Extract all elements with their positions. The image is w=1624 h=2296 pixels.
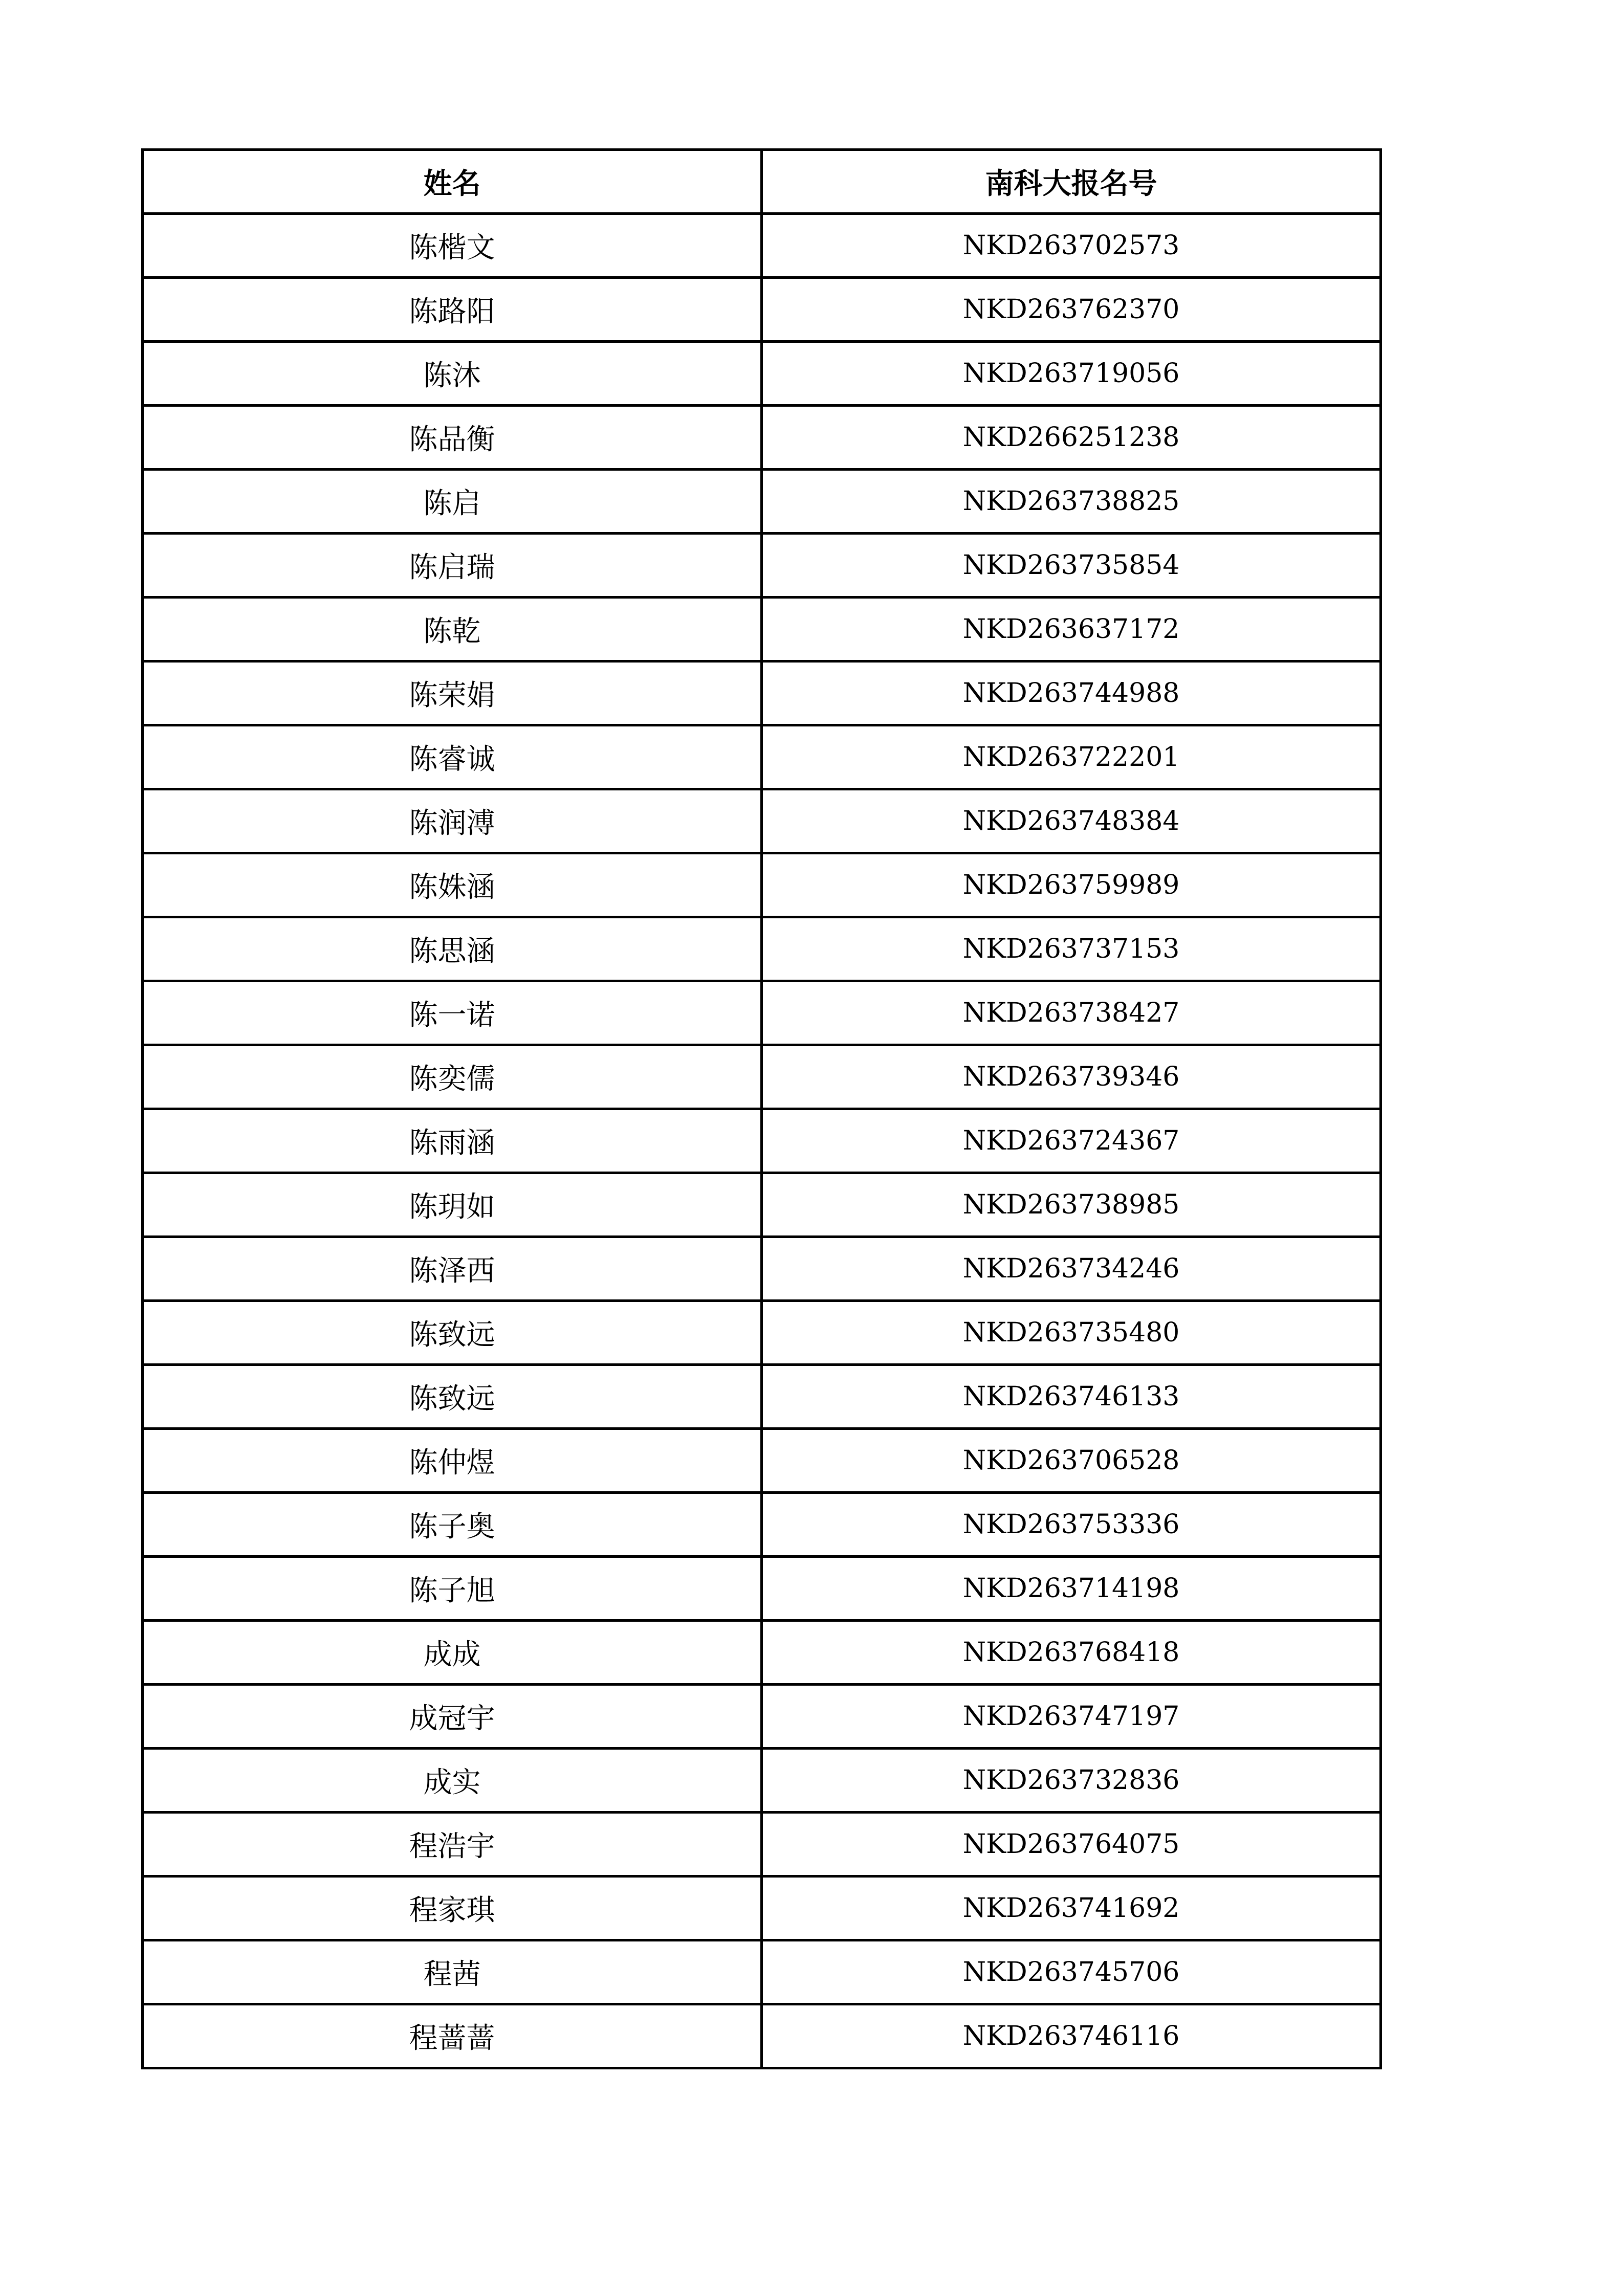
registration-number-cell: NKD263724367 — [762, 1109, 1381, 1173]
table-row — [143, 1429, 1381, 1493]
registration-number-cell: NKD263706528 — [762, 1429, 1381, 1493]
registration-number-cell: NKD263739346 — [762, 1045, 1381, 1109]
table-row — [143, 406, 1381, 470]
name-cell: 陈子旭 — [143, 1557, 762, 1621]
name-cell: 陈子奥 — [143, 1493, 762, 1557]
table-row — [143, 981, 1381, 1045]
table-row — [143, 214, 1381, 278]
registration-number-cell: NKD263714198 — [762, 1557, 1381, 1621]
table-row — [143, 342, 1381, 406]
name-cell: 陈泽西 — [143, 1237, 762, 1301]
table-row — [143, 1365, 1381, 1429]
name-cell: 陈雨涵 — [143, 1109, 762, 1173]
table-row — [143, 470, 1381, 534]
table-row — [143, 278, 1381, 342]
name-cell: 陈致远 — [143, 1365, 762, 1429]
name-cell: 陈仲煜 — [143, 1429, 762, 1493]
registration-number-cell: NKD263745706 — [762, 1940, 1381, 2004]
name-cell: 陈睿诚 — [143, 725, 762, 789]
table-header — [143, 150, 1381, 214]
registration-number-cell: NKD263764075 — [762, 1813, 1381, 1876]
registration-number-cell: NKD263737153 — [762, 917, 1381, 981]
table-row — [143, 1876, 1381, 1940]
registration-number-cell: NKD263738985 — [762, 1173, 1381, 1237]
table-row — [143, 1237, 1381, 1301]
registration-number-cell: NKD263738427 — [762, 981, 1381, 1045]
name-cell: 陈启瑞 — [143, 534, 762, 598]
name-cell: 陈启 — [143, 470, 762, 534]
column-header-name: 姓名 — [143, 150, 762, 214]
name-cell: 陈路阳 — [143, 278, 762, 342]
table-row — [143, 1749, 1381, 1813]
name-cell: 陈一诺 — [143, 981, 762, 1045]
table-row — [143, 1940, 1381, 2004]
registration-number-cell: NKD266251238 — [762, 406, 1381, 470]
name-cell: 程家琪 — [143, 1876, 762, 1940]
registration-number-cell: NKD263746116 — [762, 2004, 1381, 2068]
registration-number-cell: NKD263637172 — [762, 598, 1381, 661]
registration-number-cell: NKD263768418 — [762, 1621, 1381, 1685]
table-row — [143, 853, 1381, 917]
table-row — [143, 1493, 1381, 1557]
table-row — [143, 1173, 1381, 1237]
name-cell: 成冠宇 — [143, 1685, 762, 1749]
table-row — [143, 1685, 1381, 1749]
table-row — [143, 725, 1381, 789]
table-row — [143, 598, 1381, 661]
registration-number-cell: NKD263753336 — [762, 1493, 1381, 1557]
name-cell: 陈思涵 — [143, 917, 762, 981]
registration-number-cell: NKD263748384 — [762, 789, 1381, 853]
registration-number-cell: NKD263702573 — [762, 214, 1381, 278]
header-row — [143, 150, 1381, 214]
name-cell: 陈品衡 — [143, 406, 762, 470]
name-cell: 陈润溥 — [143, 789, 762, 853]
table-row — [143, 1045, 1381, 1109]
registration-number-cell: NKD263746133 — [762, 1365, 1381, 1429]
table-row — [143, 1621, 1381, 1685]
name-cell: 陈致远 — [143, 1301, 762, 1365]
name-cell: 陈乾 — [143, 598, 762, 661]
roster-table — [141, 148, 1382, 2069]
table-row — [143, 2004, 1381, 2068]
table-row — [143, 789, 1381, 853]
registration-number-cell: NKD263735480 — [762, 1301, 1381, 1365]
registration-number-cell: NKD263732836 — [762, 1749, 1381, 1813]
name-cell: 陈沐 — [143, 342, 762, 406]
table-row — [143, 534, 1381, 598]
registration-number-cell: NKD263762370 — [762, 278, 1381, 342]
registration-number-cell: NKD263738825 — [762, 470, 1381, 534]
name-cell: 陈姝涵 — [143, 853, 762, 917]
table-row — [143, 917, 1381, 981]
registration-number-cell: NKD263735854 — [762, 534, 1381, 598]
table-row — [143, 1301, 1381, 1365]
table-row — [143, 1109, 1381, 1173]
registration-number-cell: NKD263741692 — [762, 1876, 1381, 1940]
registration-number-cell: NKD263744988 — [762, 661, 1381, 725]
column-header-registration-number: 南科大报名号 — [762, 150, 1381, 214]
registration-number-cell: NKD263759989 — [762, 853, 1381, 917]
name-cell: 陈玥如 — [143, 1173, 762, 1237]
registration-number-cell: NKD263722201 — [762, 725, 1381, 789]
table-row — [143, 1557, 1381, 1621]
name-cell: 程蔷蔷 — [143, 2004, 762, 2068]
name-cell: 程茜 — [143, 1940, 762, 2004]
name-cell: 陈荣娟 — [143, 661, 762, 725]
registration-number-cell: NKD263719056 — [762, 342, 1381, 406]
table-row — [143, 661, 1381, 725]
name-cell: 陈楷文 — [143, 214, 762, 278]
name-cell: 程浩宇 — [143, 1813, 762, 1876]
table-body — [143, 214, 1381, 2068]
table-row — [143, 1813, 1381, 1876]
registration-number-cell: NKD263734246 — [762, 1237, 1381, 1301]
name-cell: 陈奕儒 — [143, 1045, 762, 1109]
name-cell: 成实 — [143, 1749, 762, 1813]
name-cell: 成成 — [143, 1621, 762, 1685]
registration-number-cell: NKD263747197 — [762, 1685, 1381, 1749]
